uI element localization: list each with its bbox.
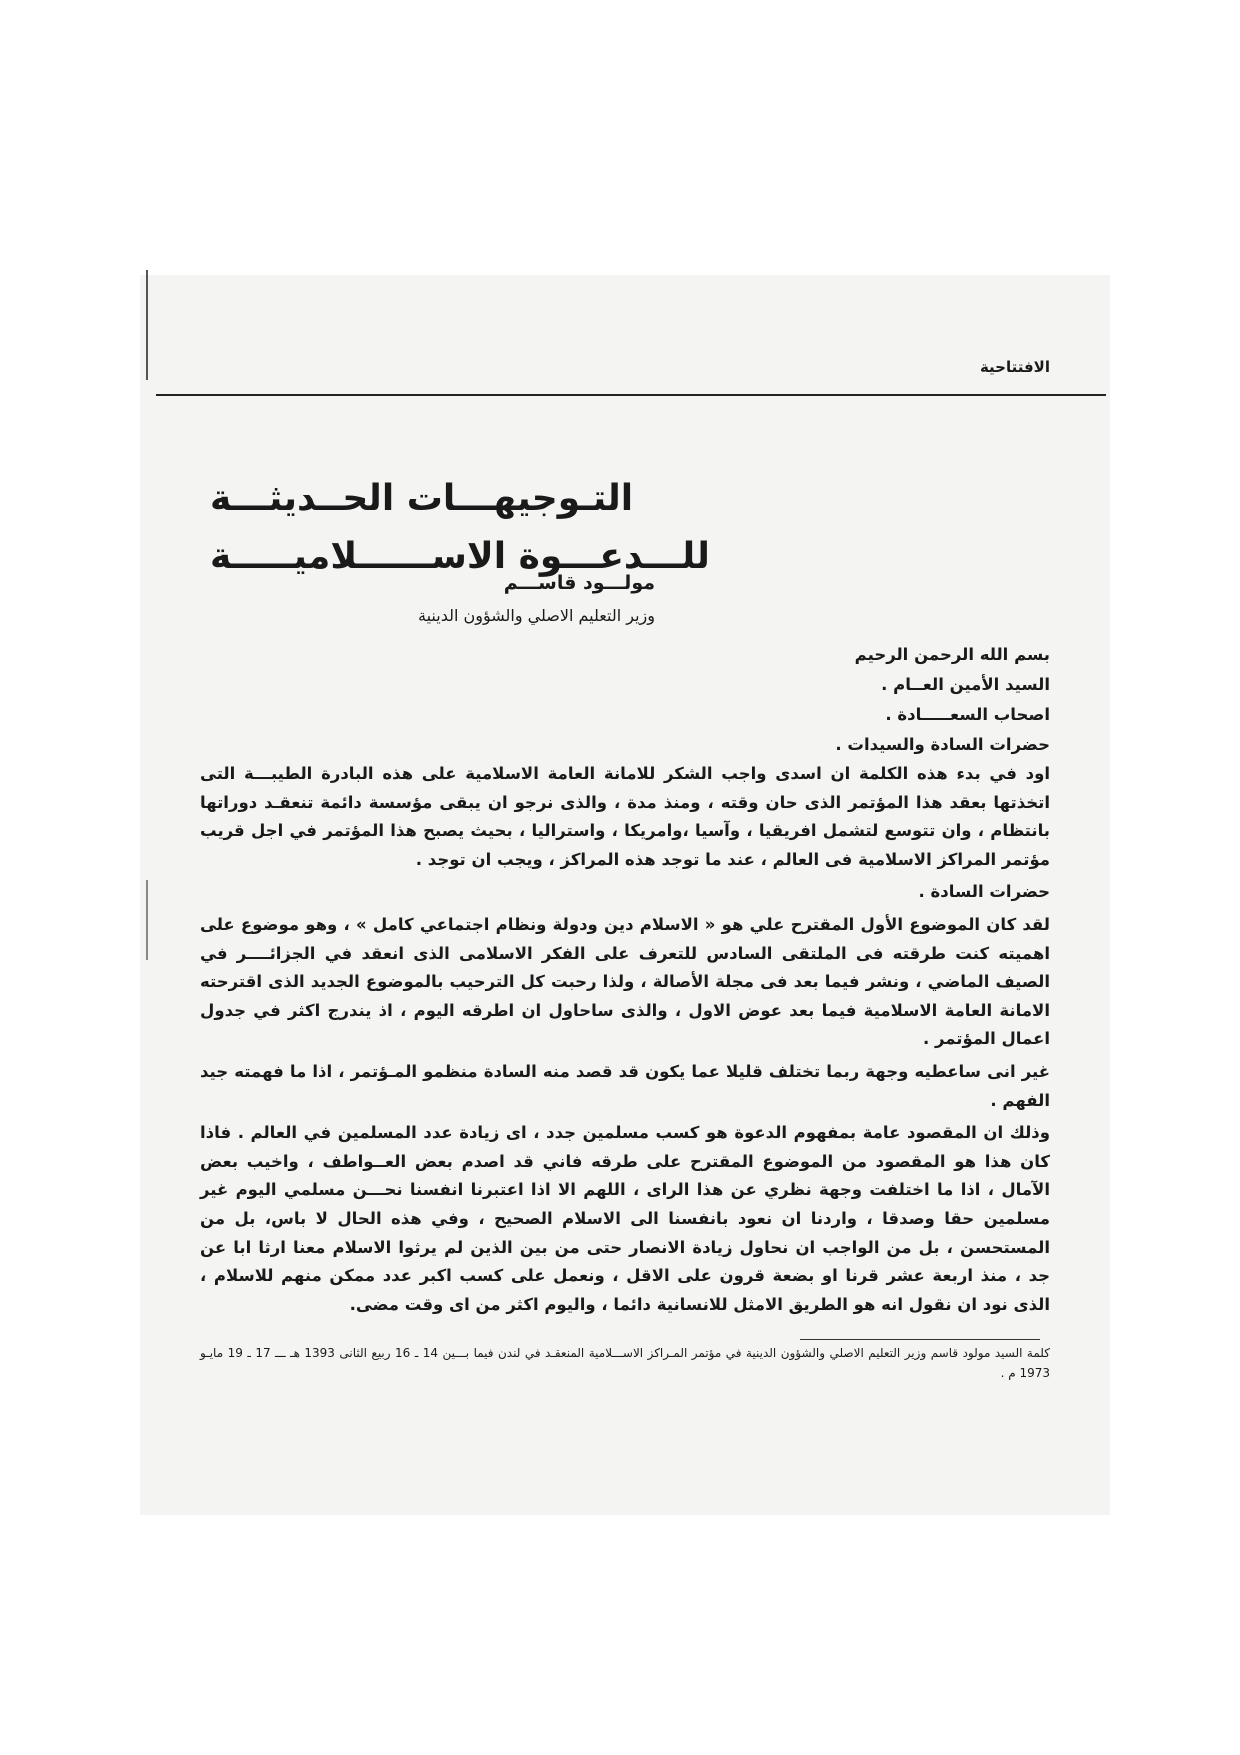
title-line-1: التـوجيهـــات الحــديثـــة [210,478,634,519]
footnote-rule [800,1339,1040,1340]
running-head: الافتتاحية [979,358,1050,376]
body-paragraph: غير انى ساعطيه وجهة ربما تختلف قليلا عما يكون قد قصد منه السادة منظمو المـؤتمر ، اذا ما فهمته جيد الفهم . [200,1061,1050,1110]
scan-edge-mark [146,270,148,380]
author-role: وزير التعليم الاصلي والشؤون الدينية [418,606,655,625]
footnote: كلمة السيد مولود قاسم وزير التعليم الاصلي والشؤون الدينية في مؤتمر المـراكز الاســـلامية المنعقـد في لندن فيما بـــين 14 ـ 16 ربيع الثانى 1393 هـ ـــ 17 ـ 19 مايـو 1973 م . [200,1346,1050,1380]
basmala: بسم الله الرحمن الرحيم [854,645,1050,664]
salutation-line: السيد الأمين العــام . [881,675,1050,694]
author-name: مولـــود قاســـم [503,572,655,594]
body-paragraph: وذلك ان المقصود عامة بمفهوم الدعوة هو كسب مسلمين جدد ، اى زيادة عدد المسلمين في العالم . فاذا كان هذا هو المقصود من الموضوع المقترح على طرقه فاني قد اصدم بعض العــواطف ، واخيب بعض الآمال ، اذا ما اختلفت وجهة نظري عن هذا الراى ، اللهم الا اذا اعتبرنا انفسنا نحـــن مسلمي اليوم غير مسلمين حقا وصدقا ، واردنا ان نعود بانفسنا الى الاسلام الصحيح ، وفي هذه الحال لا باس، بل من المستحسن ، بل من الواجب ان نحاول زيادة الانصار حتى من بين الذين لم يرثوا الاسلام معنا ارثا ابا عن جد ، منذ اربعة عشر قرنا او بضعة قرون على الاقل ، ونعمل على كسب اكبر عدد ممكن منهم للاسلام ، الذى نود ان نقول انه هو الطريق الامثل للانسانية دائما ، واليوم اكثر من اى وقت مضى. [200,1123,1050,1314]
body-paragraph: اود في بدء هذه الكلمة ان اسدى واجب الشكر للامانة العامة الاسلامية على هذه البادرة الطيبـــة التى اتخذتها بعقد هذا المؤتمر الذى حان وقته ، ومنذ مدة ، والذى نرجو ان يبقى مؤسسة دائمة تنعقـد دوراتها بانتظام ، وان تتوسع لتشمل افريقيا ، وآسيا ،وامريكا ، واستراليا ، بحيث يصبح هذا المؤتمر في اجل قريب مؤتمر المراكز الاسلامية فى العالم ، عند ما توجد هذه المراكز ، ويجب ان توجد . [200,764,1050,869]
scan-edge-mark [146,880,148,960]
body-paragraph: حضرات السادة . [918,882,1050,902]
article-body [200,640,1050,1319]
article-title [210,470,810,586]
salutation-block [200,640,1050,760]
salutation-line: حضرات السادة والسيدات . [835,735,1050,754]
body-paragraph: لقد كان الموضوع الأول المقترح علي هو « الاسلام دين ودولة ونظام اجتماعي كامل » ، وهو موضوع على اهميته كنت طرقته فى الملتقى السادس للتعرف على الفكر الاسلامى الذى انعقد في الجزائــــر في الصيف الماضي ، ونشر فيما بعد فى مجلة الأصالة ، ولذا رحبت كل الترحيب بالموضوع الجديد الذى اقترحته الامانة العامة الاسلامية فيما بعد عوض الاول ، والذى ساحاول ان اطرقه اليوم ، اذ يندرج اكثر في جدول اعمال المؤتمر . [200,914,1050,1049]
title-line-2: للـــدعـــوة الاســــــلاميـــــة [210,536,710,577]
header-rule [156,394,1106,396]
salutation-line: اصحاب السعـــــادة . [885,705,1050,724]
